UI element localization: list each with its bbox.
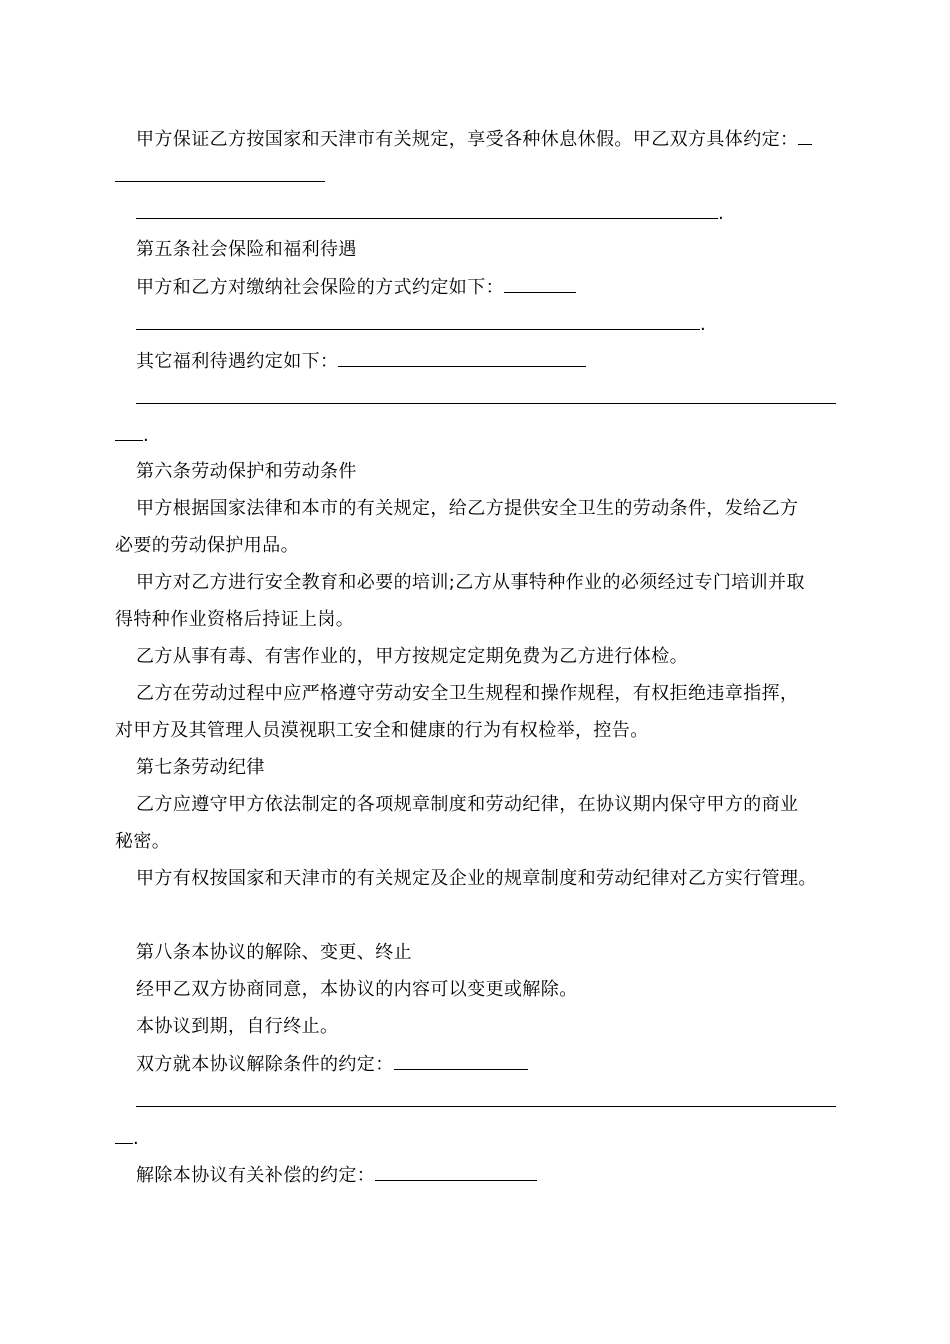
section-heading: 第七条劳动纪律	[136, 757, 265, 778]
paragraph-management	[136, 866, 817, 892]
section-heading: 第五条社会保险和福利待遇	[136, 239, 357, 260]
text-line: 本协议到期，自行终止。	[136, 1016, 339, 1037]
fill-blank[interactable]	[115, 422, 143, 441]
paragraph-other-benefits	[136, 348, 850, 374]
paragraph-termination-conditions	[136, 1051, 850, 1077]
blank-line	[136, 1088, 850, 1114]
paragraph-expiry	[136, 1014, 850, 1040]
text-line: 经甲乙双方协商同意，本协议的内容可以变更或解除。	[136, 979, 578, 1000]
section-heading: 第八条本协议的解除、变更、终止	[136, 942, 412, 963]
blank-line	[115, 1125, 850, 1151]
text-line: 对甲方及其管理人员漠视职工安全和健康的行为有权检举，控告。	[115, 720, 649, 741]
paragraph-change	[136, 977, 850, 1003]
section-title-6	[136, 459, 850, 485]
text-line: 乙方从事有毒、有害作业的，甲方按规定定期免费为乙方进行体检。	[136, 646, 688, 667]
text-line: 必要的劳动保护用品。	[115, 535, 299, 556]
fill-blank[interactable]	[115, 163, 325, 182]
paragraph-compensation	[136, 1162, 850, 1188]
fill-blank[interactable]	[375, 1162, 537, 1181]
paragraph-discipline	[136, 792, 850, 818]
text-line: 甲方根据国家法律和本市的有关规定，给乙方提供安全卫生的劳动条件，发给乙方	[136, 498, 799, 519]
fill-blank[interactable]	[394, 1051, 528, 1070]
section-heading: 第六条劳动保护和劳动条件	[136, 461, 357, 482]
text-line: 秘密。	[115, 831, 171, 852]
blank-line	[136, 385, 850, 411]
period-mark: .	[700, 314, 707, 335]
fill-blank[interactable]	[136, 200, 718, 219]
blank-line	[115, 422, 850, 448]
text-line: 甲方保证乙方按国家和天津市有关规定，享受各种休息休假。甲乙双方具体约定：	[136, 129, 799, 150]
period-mark: .	[133, 1128, 140, 1149]
paragraph-labor-protection	[136, 496, 850, 522]
section-title-7	[136, 755, 850, 781]
fill-blank[interactable]	[798, 126, 812, 145]
text-line: 乙方在劳动过程中应严格遵守劳动安全卫生规程和操作规程，有权拒绝违章指挥，	[136, 683, 799, 704]
fill-blank[interactable]	[136, 311, 700, 330]
section-title-8	[136, 940, 850, 966]
fill-blank[interactable]	[136, 385, 836, 404]
blank-line	[136, 200, 850, 226]
section-title-5	[136, 237, 850, 263]
text-line: 甲方有权按国家和天津市的有关规定及企业的规章制度和劳动纪律对乙方实行管理。	[136, 868, 817, 889]
text-line: 双方就本协议解除条件的约定：	[136, 1054, 394, 1075]
fill-blank[interactable]	[504, 274, 576, 293]
paragraph-continuation	[115, 829, 850, 855]
paragraph-social-insurance	[136, 274, 850, 300]
paragraph-continuation	[115, 718, 850, 744]
paragraph-continuation	[115, 533, 850, 559]
fill-blank[interactable]	[136, 1088, 836, 1107]
text-line: 得特种作业资格后持证上岗。	[115, 609, 355, 630]
period-mark: .	[143, 425, 150, 446]
paragraph-safety-rules	[136, 681, 850, 707]
fill-blank[interactable]	[338, 348, 586, 367]
paragraph-health-check	[136, 644, 850, 670]
blank-line	[115, 163, 850, 189]
text-line: 其它福利待遇约定如下：	[136, 351, 339, 372]
paragraph-continuation	[115, 607, 850, 633]
blank-line	[136, 311, 850, 337]
text-line: 乙方应遵守甲方依法制定的各项规章制度和劳动纪律，在协议期内保守甲方的商业	[136, 794, 799, 815]
period-mark: .	[718, 203, 725, 224]
text-line: 甲方和乙方对缴纳社会保险的方式约定如下：	[136, 277, 504, 298]
fill-blank[interactable]	[115, 1125, 133, 1144]
paragraph-safety-training	[136, 570, 850, 596]
text-line: 解除本协议有关补偿的约定：	[136, 1165, 376, 1186]
text-line: 甲方对乙方进行安全教育和必要的培训;乙方从事特种作业的必须经过专门培训并取	[136, 572, 805, 593]
paragraph-rest-vacation	[136, 126, 850, 152]
